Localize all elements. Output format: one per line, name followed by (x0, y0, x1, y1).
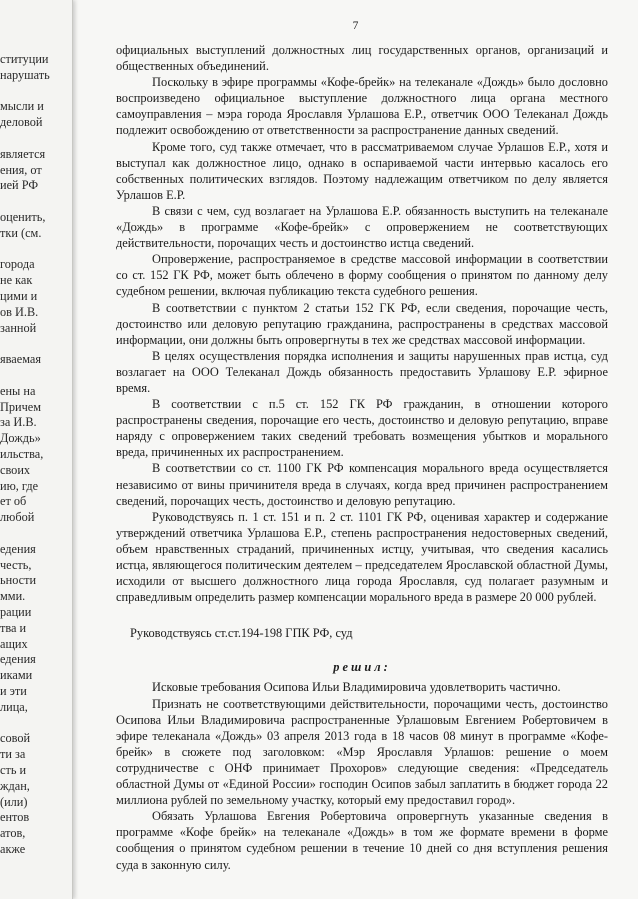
left-page-fragment: мысли и (0, 99, 44, 114)
guidance-line: Руководствуясь ст.ст.194-198 ГПК РФ, суд (130, 626, 353, 641)
left-page-fragment: нарушать (0, 67, 50, 82)
left-page-fragment: ституции (0, 52, 49, 66)
left-page-fragment: яваемая (0, 352, 42, 367)
left-page-fragment: честь, (0, 557, 32, 572)
ruling-paragraph: Признать не соответствующими действительности, порочащими честь, достоинство Осипова Ильи Владимировича распространенные Урлашовым Евгением Робертовичем в эфире телеканала «Дождь» 03 апреля 2013 года в 18 часов 08 минут в программе «Кофе-брейк» в сюжете под заголовком: «Мэр Ярославля Урлашов: решение о моем сотрудничестве с ОНФ принимает Прохоров» следующие сведения: «Председатель областной Думы от «Единой России» господин Осипов забыл заплатить в бюджет города 22 миллиона рублей по земельному участку, который ему предоставил город». (116, 696, 608, 808)
left-page-fragment: тва и (0, 620, 27, 635)
left-page-fragment: ов И.В. (0, 304, 39, 319)
left-page-fragment: (или) (0, 794, 28, 809)
left-page-fragment: деловой (0, 115, 43, 130)
left-page-fragment: ильства, (0, 447, 44, 461)
paragraph: В соответствии со ст. 1100 ГК РФ компенсация морального вреда осуществляется независимо от вины причинителя вреда в случаях, когда вред причинен распространением сведений, порочащих честь, достоинство и деловую репутацию. (116, 461, 608, 508)
left-page-fragment: ию, где (0, 478, 39, 493)
paragraph-continuation: официальных выступлений должностных лиц государственных органов, организаций и общественных объединений. (116, 43, 608, 74)
left-page-fragment: едения (0, 541, 36, 556)
paragraph: В соответствии с пунктом 2 статьи 152 ГК РФ, если сведения, порочащие честь, достоинство или деловую репутацию гражданина, распространены в средствах массовой информации, они должны быть опровергнуты в тех же средствах массовой информации. (116, 300, 608, 347)
left-page-fragment: ждан, (0, 778, 30, 793)
ruling-paragraph: Обязать Урлашова Евгения Робертовича опровергнуть указанные сведения в программе «Кофе брейк» на телеканале «Дождь» в том же формате времени в форме сообщения о принятом судебном решении в течение 10 дней со дня вступления решения суда в законную силу. (116, 809, 608, 872)
paragraph: В целях осуществления порядка исполнения и защиты нарушенных прав истца, суд возлагает на ООО Телеканал Дождь обязанность предоставить Урлашову Е.Р. эфирное время. (116, 348, 608, 395)
left-page-fragment: акже (0, 842, 26, 856)
left-page-fragment: тки (см. (0, 225, 42, 240)
page-number: 7 (352, 20, 359, 32)
left-page-fragment: атов, (0, 826, 26, 841)
left-page-fragment: цими и (0, 289, 38, 303)
left-page-fragment: рации (0, 605, 32, 619)
left-page-fragment: любой (0, 510, 35, 525)
left-page-fragment: ения, от (0, 162, 42, 177)
left-page-fragment: ти за (0, 747, 26, 762)
left-page-fragment: лица, (0, 699, 28, 714)
left-page-fragment: мми. (0, 589, 26, 604)
left-page-fragment: является (0, 146, 46, 161)
paragraph: Поскольку в эфире программы «Кофе-брейк» на телеканале «Дождь» было дословно воспроизведено официальное выступление должностного лица органа местного самоуправления – мэра города Ярославля Урлашова Е.Р., ответчик ООО Телеканал Дождь подлежит освобождению от ответственности за распространение данных сведений. (116, 75, 608, 138)
left-page-fragment: оценить, (0, 210, 46, 224)
previous-page-fragment (0, 0, 73, 899)
paragraph: В соответствии с п.5 ст. 152 ГК РФ гражданин, в отношении которого распространены сведения, порочащие его честь, достоинство и деловую репутацию, вправе наряду с опровержением таких сведений требовать возмещения убытков и морального вреда, причиненных их распространением. (116, 397, 608, 460)
paragraph: Кроме того, суд также отмечает, что в рассматриваемом случае Урлашов Е.Р., хотя и выступал как должностное лицо, однако в оспариваемой части интервью касалось его собственных политических взглядов. Поэтому надлежащим ответчиком по делу является Урлашов Е.Р. (116, 139, 608, 202)
decision-heading: решил: (333, 660, 391, 675)
left-page-fragment: едения (0, 652, 36, 667)
left-page-fragment: ены на (0, 383, 36, 398)
ruling-paragraph: Исковые требования Осипова Ильи Владимировича удовлетворить частично. (152, 680, 561, 695)
paragraph: Руководствуясь п. 1 ст. 151 и п. 2 ст. 1101 ГК РФ, оценивая характер и содержание утверждений ответчика Урлашова Е.Р., степень распространения недостоверных сведений, объем нравственных страданий, причиненных истцу, учитывая, что сведения касались истца, являющегося политическим деятелем – председателем Ярославской областной Думы, исходили от высшего должностного лица города Ярославля, суд полагает разумным и справедливым определить размер компенсации морального вреда в размере 20 000 рублей. (116, 509, 608, 605)
page-body (116, 42, 608, 873)
left-page-fragment: ет об (0, 494, 27, 509)
left-page-fragment: ащих (0, 636, 28, 651)
document-page (73, 0, 638, 899)
paragraph: Опровержение, распространяемое в средстве массовой информации в соответствии со ст. 152 ГК РФ, может быть облечено в форму сообщения о принятом по данному делу судебном решении, включая публикацию текста судебного решения. (116, 252, 608, 299)
left-page-fragment: города (0, 257, 35, 272)
left-page-fragment: совой (0, 731, 31, 746)
paragraph: В связи с чем, суд возлагает на Урлашова Е.Р. обязанность выступить на телеканале «Дождь» в программе «Кофе-брейк» с опровержением не соответствующих действительности, порочащих честь и достоинство истца сведений. (116, 203, 608, 251)
left-page-fragment: сть и (0, 763, 27, 777)
left-page-fragment: и эти (0, 684, 27, 698)
left-page-fragment: не как (0, 273, 33, 288)
left-page-fragment: ией РФ (0, 178, 39, 193)
left-page-fragment: ьности (0, 573, 37, 588)
left-page-fragment: занной (0, 320, 37, 335)
left-page-fragment: Дождь» (0, 431, 41, 446)
left-page-fragment: своих (0, 462, 31, 477)
left-page-fragment: Причем (0, 399, 42, 414)
left-page-fragment: ентов (0, 810, 30, 825)
left-page-fragment: иками (0, 668, 33, 683)
left-page-fragment: за И.В. (0, 415, 37, 430)
